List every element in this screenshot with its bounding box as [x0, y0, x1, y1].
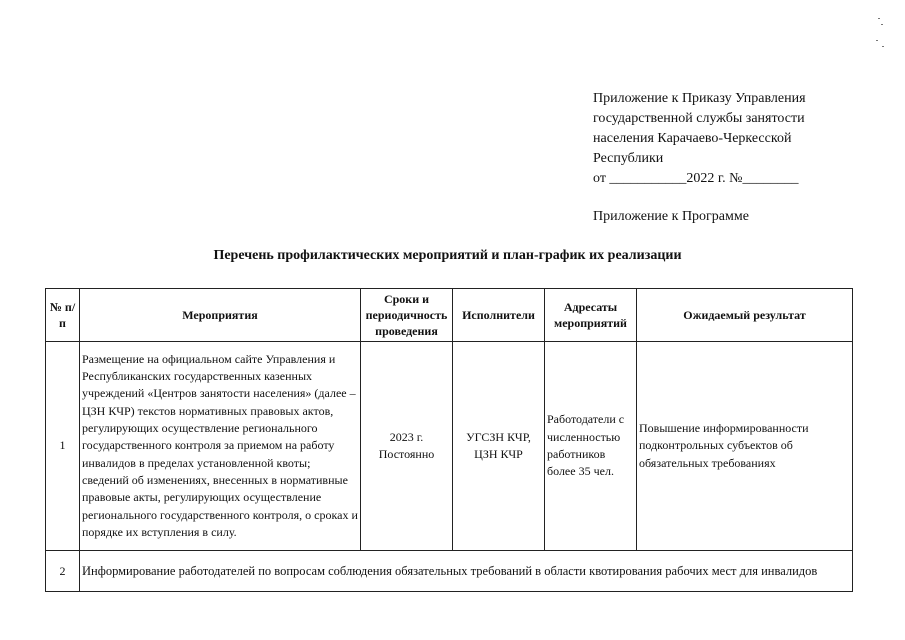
header-result: Ожидаемый результат: [637, 289, 853, 342]
row-measure: Информирование работодателей по вопросам соблюдения обязательных требований в области квотирования рабочих мест для инвалидов: [80, 551, 853, 592]
table-row: [46, 551, 853, 592]
appendix-line-2: государственной службы занятости: [593, 111, 805, 126]
row-addressee: Работодатели с численностью работников более 35 чел.: [545, 342, 637, 551]
scan-speck: [882, 46, 884, 47]
program-appendix-note: Приложение к Программе: [593, 209, 749, 224]
document-title: Перечень профилактических мероприятий и план-график их реализации: [213, 248, 682, 263]
row-measure: Размещение на официальном сайте Управления и Республиканских государственных казенных учреждений «Центров занятости населения» (далее –ЦЗН КЧР) текстов нормативных правовых актов, регулирующих осуществление регионального государственного контроля за приемом на работу инвалидов в пределах установленной квоты; сведений об изменениях, внесенных в нормативные правовые акты, регулирующих осуществление регионального государственного контроля, о сроках и порядке их вступления в силу.: [80, 342, 361, 551]
appendix-line-3: населения Карачаево-Черкесской: [593, 131, 792, 146]
header-terms: Сроки и периодичность проведения: [361, 289, 453, 342]
header-executors: Исполнители: [453, 289, 545, 342]
row-num: 2: [46, 551, 80, 592]
table-row: [46, 342, 853, 551]
scan-speck: [878, 18, 880, 19]
scan-speck: [881, 24, 883, 25]
scan-speck: [876, 40, 878, 41]
appendix-date-line: от ___________2022 г. №________: [593, 171, 799, 186]
table-header-row: [46, 289, 853, 342]
header-num: № п/п: [46, 289, 80, 342]
row-result: Повышение информированности подконтрольных субъектов об обязательных требованиях: [637, 342, 853, 551]
row-num: 1: [46, 342, 80, 551]
appendix-header: [593, 89, 853, 189]
measures-table: [45, 288, 853, 592]
header-measures: Мероприятия: [80, 289, 361, 342]
appendix-line-4: Республики: [593, 151, 664, 166]
appendix-line-1: Приложение к Приказу Управления: [593, 91, 806, 106]
row-executor: УГСЗН КЧР, ЦЗН КЧР: [453, 342, 545, 551]
header-addressees: Адресаты мероприятий: [545, 289, 637, 342]
row-term: 2023 г. Постоянно: [361, 342, 453, 551]
